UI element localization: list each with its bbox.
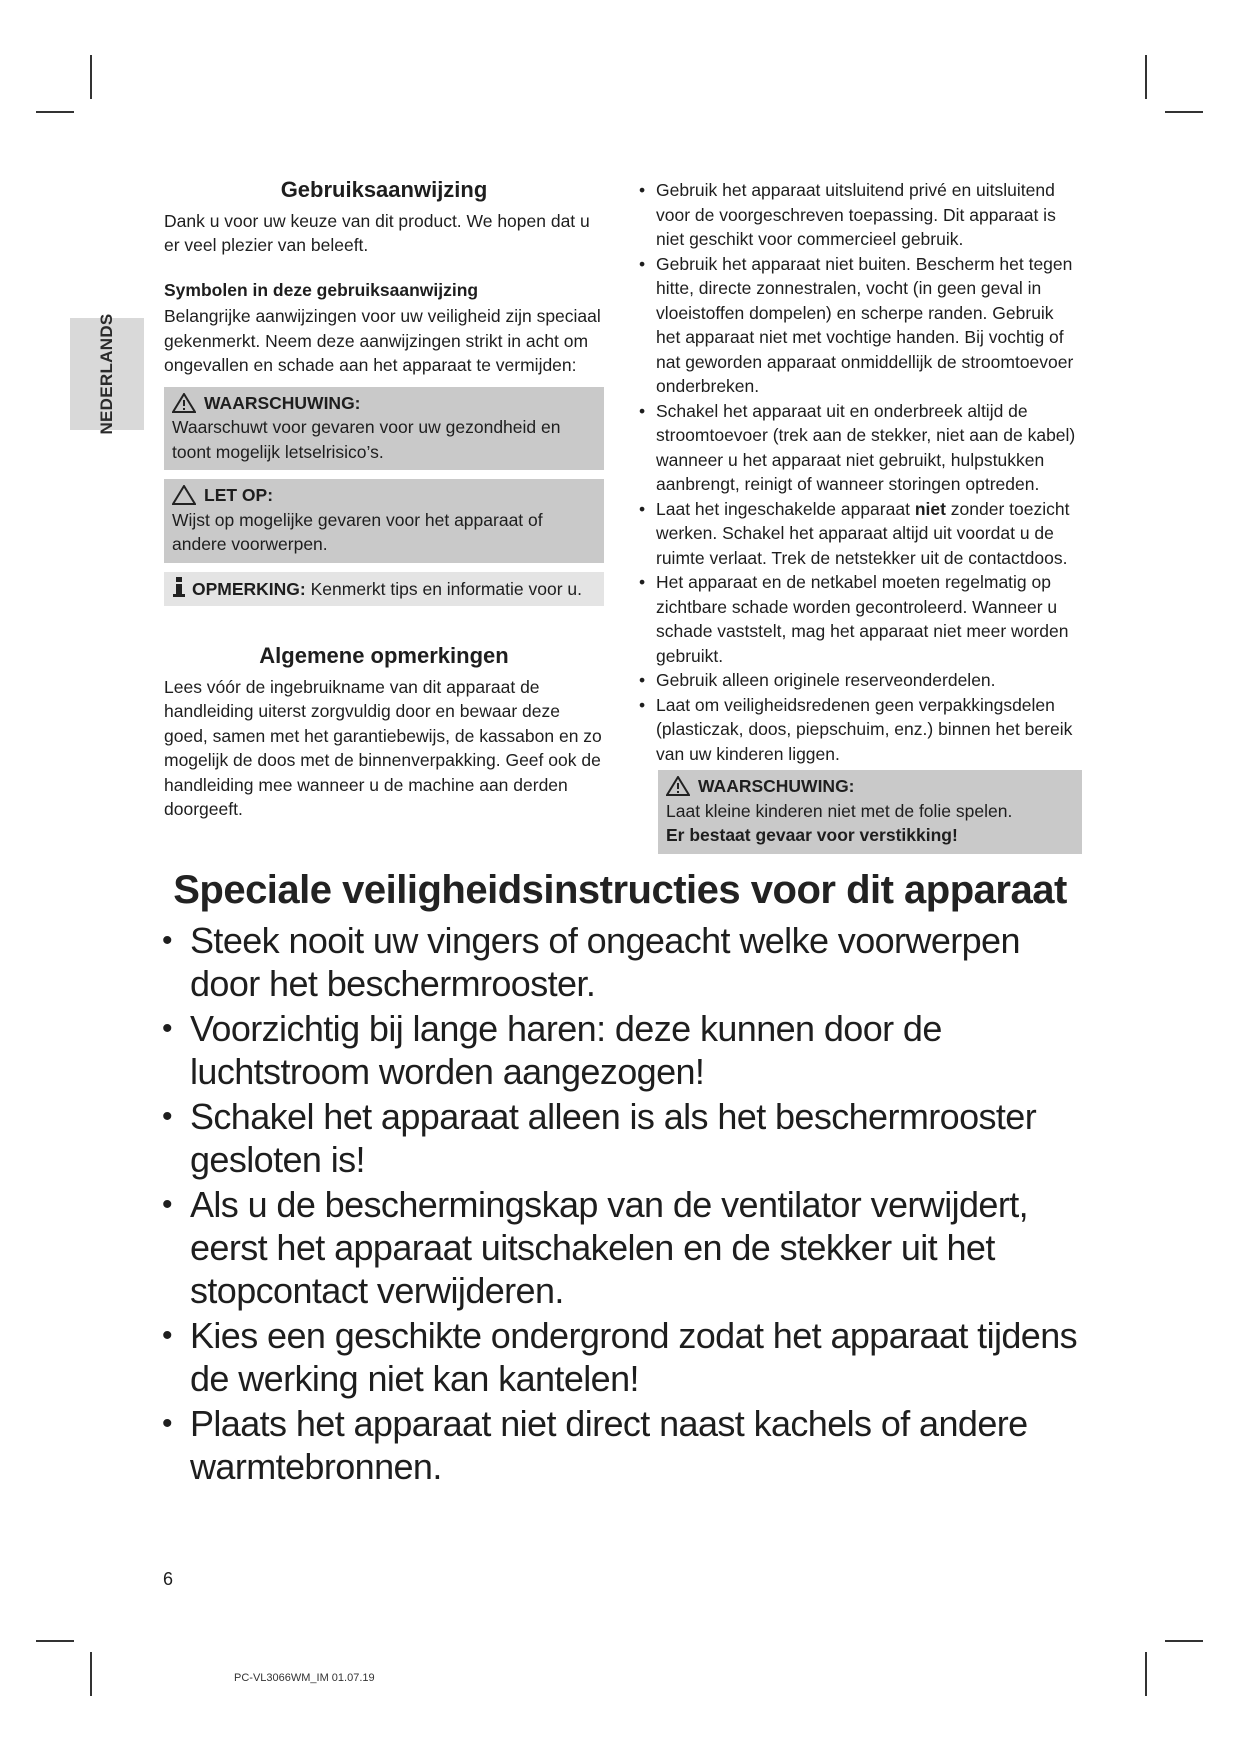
special-instructions: [160, 868, 1080, 1490]
special-list: [160, 919, 1080, 1488]
note-box: [164, 572, 604, 607]
language-label: NEDERLANDS: [97, 313, 116, 435]
list-item: • Laat om veiligheidsredenen geen verpakkingsdelen (plasticzak, doos, piepschuim, enz.) binnen het bereik van uw kinderen liggen.: [636, 693, 1081, 767]
manual-title: Gebruiksaanwijzing: [280, 177, 488, 202]
list-item: • Steek nooit uw vingers of ongeacht welke voorwerpen door het beschermrooster.: [160, 919, 1080, 1005]
list-item: • Voorzichtig bij lange haren: deze kunnen door de luchtstroom worden aangezogen!: [160, 1007, 1080, 1093]
list-item: • Gebruik alleen originele reserveonderdelen.: [636, 668, 1081, 693]
warning-triangle-icon: [666, 776, 690, 796]
list-item: • Gebruik het apparaat uitsluitend privé en uitsluitend voor de voorgeschreven toepassing. Dit apparaat is niet geschikt voor commercieel gebruik.: [636, 178, 1081, 252]
list-item: • Laat het ingeschakelde apparaat niet zonder toezicht werken. Schakel het apparaat altijd uit voordat u de ruimte verlaat. Trek de netstekker uit de contactdoos.: [636, 497, 1081, 571]
warning-label: WAARSCHUWING:: [698, 776, 855, 796]
list-item: • Kies een geschikte ondergrond zodat het apparaat tijdens de werking niet kan kantelen!: [160, 1314, 1080, 1400]
crop-mark: [36, 1640, 74, 1642]
warning-triangle-icon: [172, 393, 196, 413]
intro-text: Dank u voor uw keuze van dit product. We hopen dat u er veel plezier van beleeft.: [164, 210, 590, 255]
warning-emphasis: Er bestaat gevaar voor verstikking!: [666, 825, 958, 845]
right-column: [636, 178, 1081, 854]
crop-mark: [1145, 55, 1147, 99]
warning-box: [164, 387, 604, 471]
suffocation-warning-box: [658, 770, 1082, 854]
crop-mark: [1145, 1652, 1147, 1696]
symbols-heading: Symbolen in deze gebruiksaanwijzing: [164, 279, 479, 300]
crop-mark: [1165, 111, 1203, 113]
symbols-text: Belangrijke aanwijzingen voor uw veiligheid zijn speciaal gekenmerkt. Neem deze aanwijzingen strikt in acht om ongevallen en schade aan het apparaat te vermijden:: [164, 306, 601, 375]
caution-text: Wijst op mogelijke gevaren voor het apparaat of andere voorwerpen.: [172, 509, 543, 554]
safety-list: [636, 178, 1081, 766]
list-item: • Schakel het apparaat uit en onderbreek altijd de stroomtoevoer (trek aan de stekker, niet aan de kabel) wanneer u het apparaat niet gebruikt, hulpstukken aanbrengt, reinigt of wanneer storingen optreden.: [636, 399, 1081, 497]
crop-mark: [90, 55, 92, 99]
special-title: Speciale veiligheidsinstructies voor dit apparaat: [173, 868, 1067, 912]
left-column: [164, 178, 604, 822]
caution-label: LET OP:: [204, 485, 274, 505]
language-tab: [70, 313, 144, 435]
general-text: Lees vóór de ingebruikname van dit apparaat de handleiding uiterst zorgvuldig door en bewaar deze goed, samen met het garantiebewijs, de kassabon en zo mogelijk de doos met de binnenverpakking. Geef ook de handleiding mee wanneer u de machine aan derden doorgeeft.: [164, 676, 602, 819]
general-title: Algemene opmerkingen: [259, 643, 509, 668]
note-text: Kenmerkt tips en informatie voor u.: [310, 578, 582, 599]
warning-label: WAARSCHUWING:: [204, 392, 361, 413]
list-item: • Schakel het apparaat alleen is als het beschermrooster gesloten is!: [160, 1095, 1080, 1181]
crop-mark: [1165, 1640, 1203, 1642]
emphasis: niet: [914, 498, 946, 519]
info-icon: [172, 577, 186, 597]
note-label: OPMERKING:: [192, 578, 306, 599]
list-item: • Plaats het apparaat niet direct naast kachels of andere warmtebronnen.: [160, 1402, 1080, 1488]
caution-box: [164, 479, 604, 563]
list-item: • Gebruik het apparaat niet buiten. Bescherm het tegen hitte, directe zonnestralen, vocht (in geen geval in vloeistoffen dompelen) en scherpe randen. Gebruik het apparaat niet met vochtige handen. Bij vochtig of nat geworden apparaat onmiddellijk de stroomtoevoer onderbreken.: [636, 252, 1081, 399]
caution-triangle-icon: [172, 485, 196, 505]
list-item: • Het apparaat en de netkabel moeten regelmatig op zichtbare schade worden gecontroleerd. Wanneer u schade vaststelt, mag het apparaat niet meer worden gebruikt.: [636, 570, 1081, 668]
list-item: • Als u de beschermingskap van de ventilator verwijdert, eerst het apparaat uitschakelen en de stekker uit het stopcontact verwijderen.: [160, 1183, 1080, 1312]
warning-text: Waarschuwt voor gevaren voor uw gezondheid en toont mogelijk letselrisico’s.: [172, 417, 561, 462]
crop-mark: [36, 111, 74, 113]
page-number: 6: [163, 1569, 174, 1589]
crop-mark: [90, 1652, 92, 1696]
footer-code: PC-VL3066WM_IM 01.07.19: [234, 1672, 375, 1684]
warning-text: Laat kleine kinderen niet met de folie spelen.: [666, 800, 1013, 821]
